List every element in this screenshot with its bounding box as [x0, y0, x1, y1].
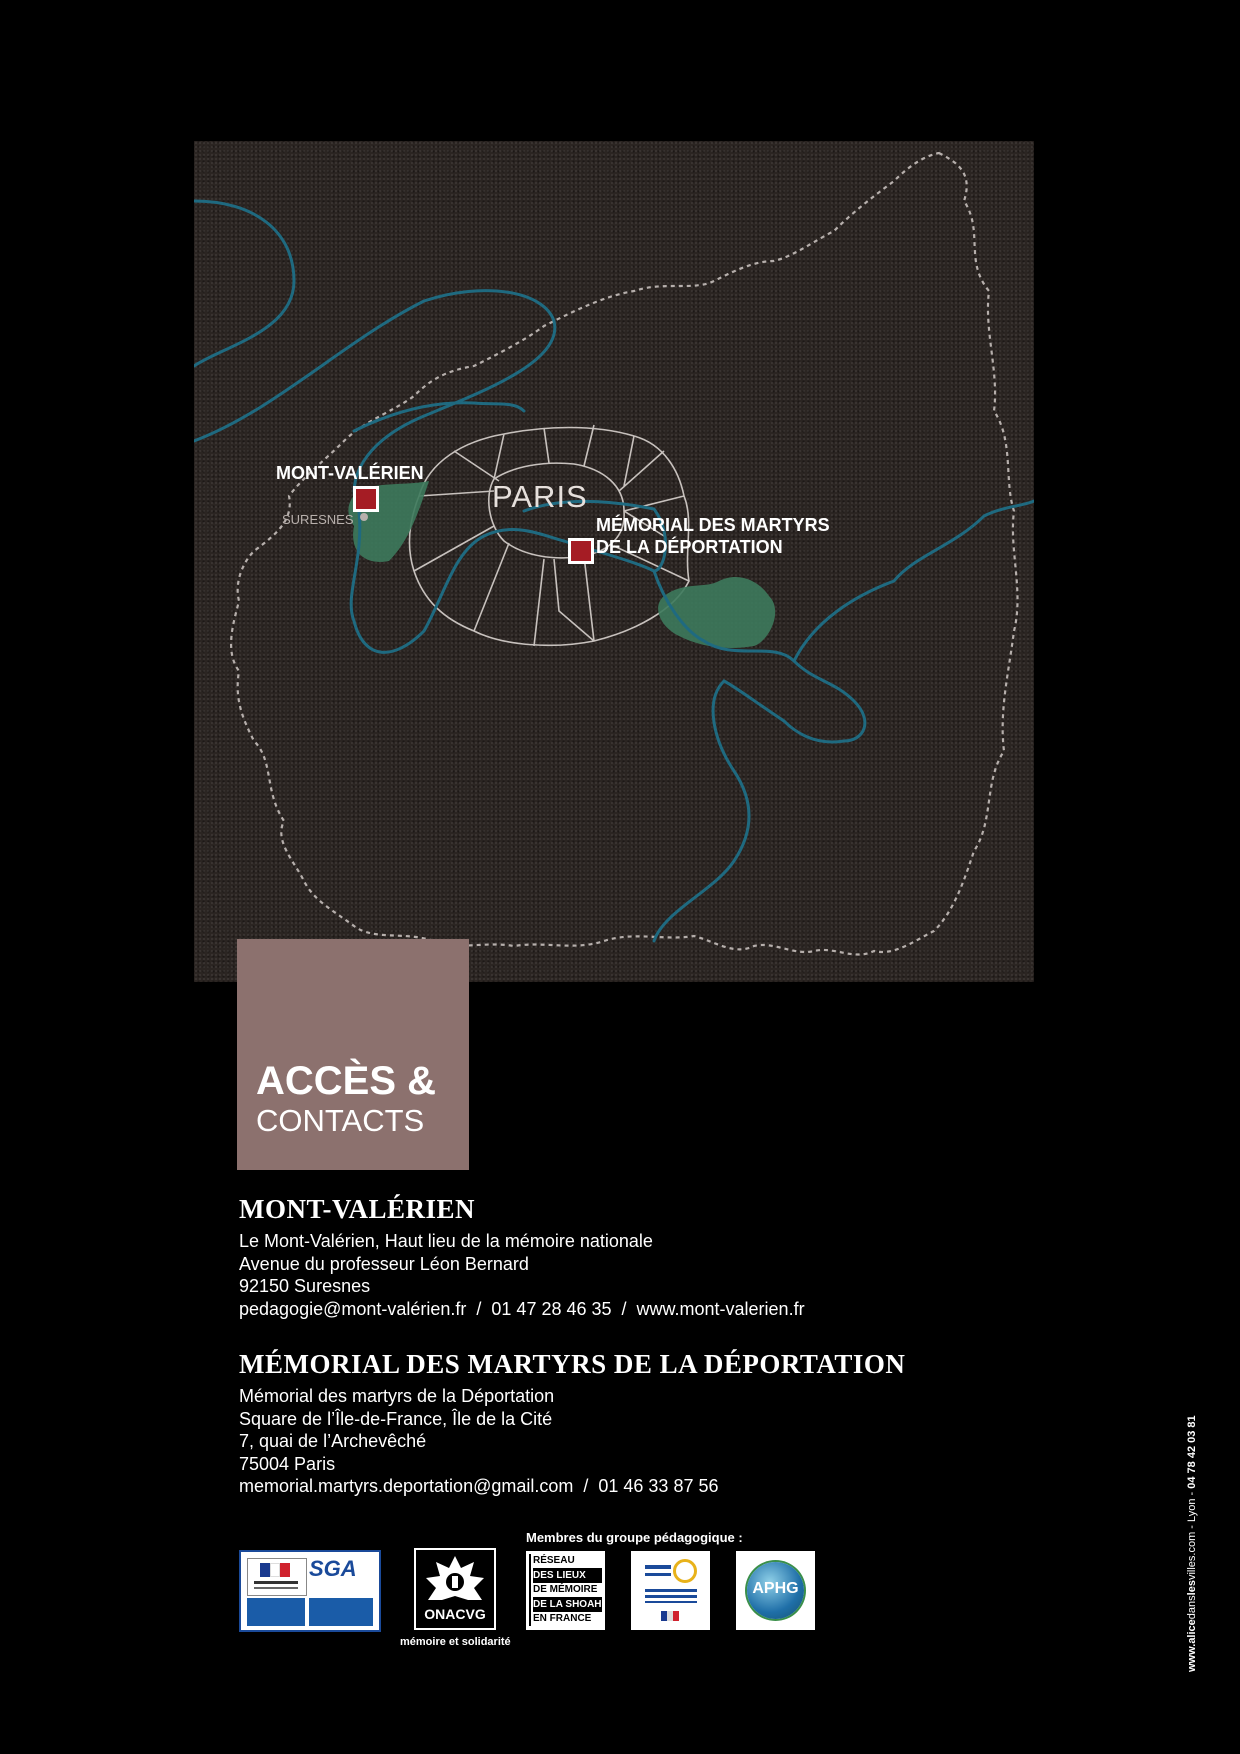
sga-logo	[239, 1550, 381, 1632]
address-line: Le Mont-Valérien, Haut lieu de la mémoire nationale	[239, 1231, 653, 1251]
credit-les: les	[1186, 1580, 1198, 1596]
acces-contacts-box	[237, 939, 469, 1170]
aphg-text: APHG	[752, 1580, 799, 1597]
members-title: Membres du groupe pédagogique :	[526, 1530, 743, 1545]
map-label-suresnes: SURESNES	[282, 512, 354, 527]
mont-valerien-address	[239, 1230, 805, 1320]
contact-line: memorial.martyrs.deportation@gmail.com / 01 46 33 87 56	[239, 1476, 719, 1497]
marker-mont-valerien	[353, 486, 379, 512]
suresnes-dot	[360, 513, 368, 521]
contact-line: pedagogie@mont-valérien.fr / 01 47 28 46 35 / www.mont-valerien.fr	[239, 1298, 805, 1319]
onacvg-text: ONACVG	[424, 1606, 486, 1622]
map-label-memorial-line2: DE LA DÉPORTATION	[596, 537, 783, 557]
reseau-line: EN FRANCE	[533, 1613, 592, 1624]
reseau-line: RÉSEAU	[533, 1554, 602, 1569]
credit-suffix: .com - Lyon -	[1186, 1488, 1198, 1556]
mission-logo	[631, 1551, 710, 1630]
credit-villes: villes	[1186, 1555, 1198, 1581]
reseau-line: DES LIEUX	[533, 1569, 602, 1583]
direction-block	[309, 1598, 373, 1626]
address-line: Avenue du professeur Léon Bernard	[239, 1253, 529, 1274]
address-line: 7, quai de l’Archevêché	[239, 1431, 427, 1452]
memorial-address	[239, 1385, 719, 1498]
onacvg-logo	[414, 1548, 496, 1630]
sga-text: SGA	[309, 1556, 357, 1581]
reseau-line: DE LA SHOAH	[533, 1599, 602, 1610]
contacts-title: CONTACTS	[256, 1103, 425, 1138]
rivers	[194, 201, 1034, 941]
map-label-paris: PARIS	[492, 479, 588, 514]
address-line: 92150 Suresnes	[239, 1276, 371, 1297]
aphg-logo	[736, 1551, 815, 1630]
credit-vertical	[1186, 1415, 1198, 1672]
credit-dans: dans	[1186, 1595, 1198, 1620]
reseau-line: DE MÉMOIRE	[533, 1583, 602, 1598]
credit-phone: 04 78 42 03 81	[1186, 1415, 1198, 1489]
memorial-title: MÉMORIAL DES MARTYRS DE LA DÉPORTATION	[239, 1349, 906, 1379]
map-label-mont-valerien: MONT-VALÉRIEN	[276, 463, 424, 483]
mont-valerien-title: MONT-VALÉRIEN	[239, 1194, 476, 1224]
credit-prefix: www.alice	[1186, 1619, 1198, 1672]
address-line: Square de l’Île-de-France, Île de la Cité	[239, 1408, 553, 1429]
reseau-text	[529, 1554, 602, 1626]
map	[194, 141, 1034, 982]
address-line: Mémorial des martyrs de la Déportation	[239, 1386, 555, 1406]
reseau-shoah-logo	[526, 1551, 605, 1630]
ministry-block	[247, 1598, 305, 1626]
mission-circle-icon	[673, 1559, 697, 1583]
acces-title: ACCÈS &	[256, 1059, 437, 1103]
onacvg-tagline: mémoire et solidarité	[400, 1636, 511, 1648]
map-drawing	[194, 141, 1034, 982]
republique-mark	[247, 1558, 307, 1596]
address-line: 75004 Paris	[239, 1453, 336, 1474]
marker-memorial	[568, 538, 594, 564]
map-label-memorial-line1: MÉMORIAL DES MARTYRS	[596, 515, 830, 535]
